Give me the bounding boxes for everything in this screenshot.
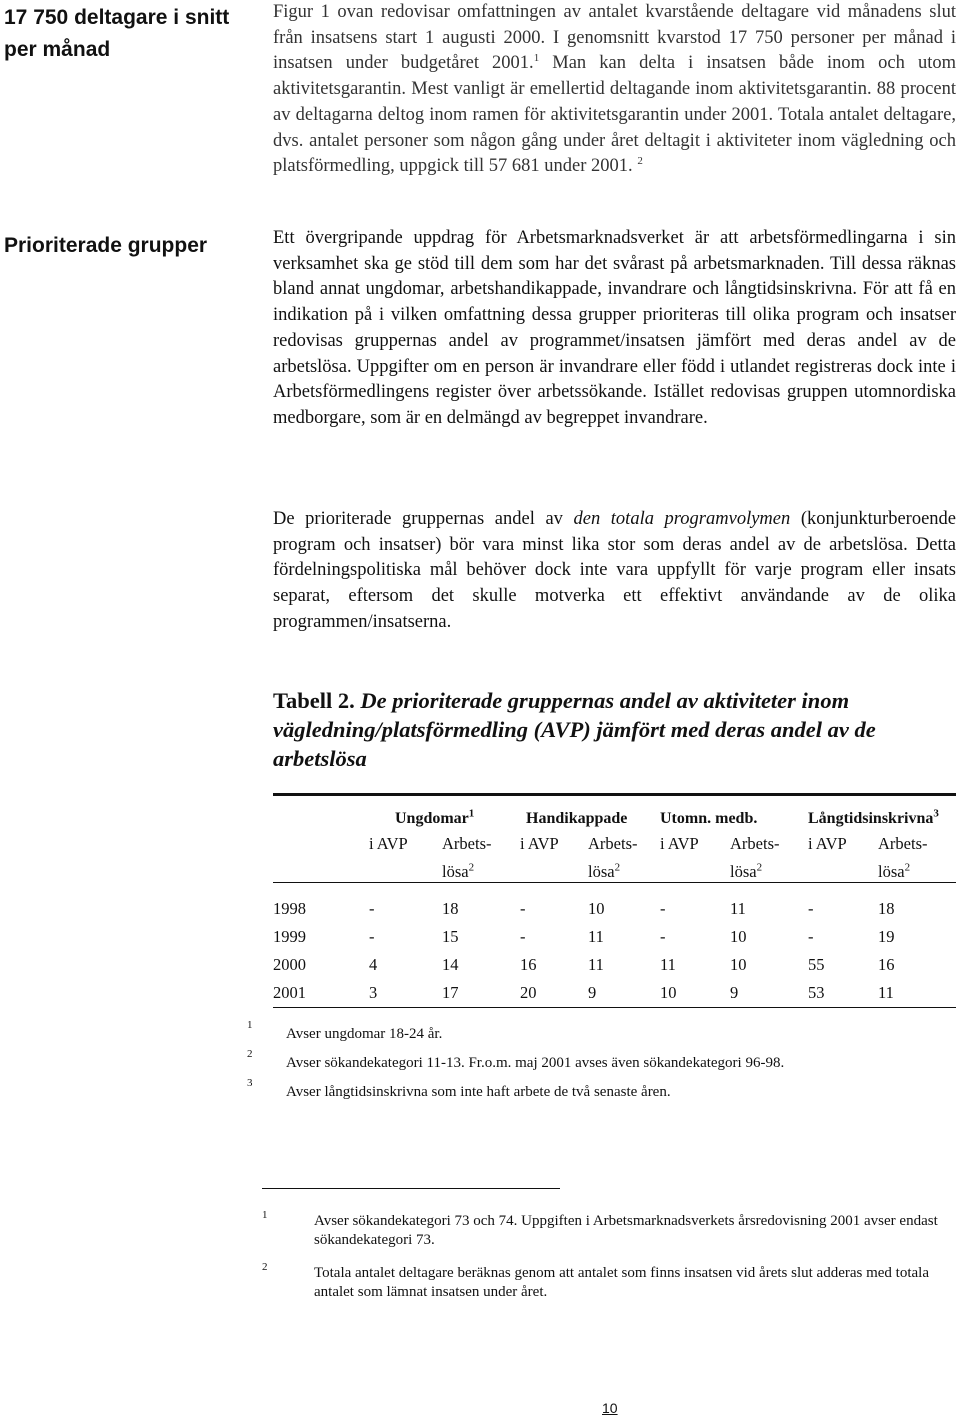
table-container — [273, 793, 956, 1008]
table-cell: - — [369, 899, 375, 918]
table-title: De prioriterade gruppernas andel av aktiviteter inom vägledning/platsförmedling (AVP) jämfört med deras andel av de arbetslösa — [273, 688, 876, 771]
note-text: Avser sökandekategori 11-13. Fr.o.m. maj 2001 avses även sökandekategori 96-98. — [286, 1055, 785, 1071]
table-cell: 10 — [588, 899, 605, 918]
subheader-unemployed: Arbets- — [878, 834, 928, 853]
table-cell: 20 — [520, 979, 588, 1008]
header-blank — [273, 796, 369, 828]
subheader-unemployed: Arbets- — [730, 834, 780, 853]
table-cell: 10 — [730, 955, 747, 974]
table-notes — [247, 1020, 957, 1107]
table-cell: 17 — [442, 979, 520, 1008]
group-header-long-term: Långtidsinskrivna$^3$ — [808, 807, 939, 827]
note-number: 1 — [247, 1019, 253, 1031]
note-text: Avser ungdomar 18-24 år. — [286, 1026, 443, 1042]
table-row — [273, 923, 956, 951]
footnote-text: Totala antalet deltagare beräknas genom att antalet som finns insatsen vid årets slut adderas med totala antalet som lämnat insatsen under året. — [314, 1265, 929, 1300]
table-row — [273, 979, 956, 1008]
table-cell: - — [369, 927, 375, 946]
subheader-avp: i AVP — [520, 834, 559, 853]
table-cell: 18 — [442, 899, 459, 918]
paragraph-text: Man kan delta i insatsen både inom och utom aktivitetsgarantin. Mest vanligt är emellertid deltagande inom aktivitetsgarantin. 88 procent av deltagarna deltog inom ramen för aktivitetsgarantin under 2001. Totala antalet deltagare, dvs. antalet personer som någon gång under året deltagit i aktiviteter inom vägledning och platsförmedling, uppgick till 57 681 under 2001. — [273, 53, 956, 177]
table-caption — [273, 686, 956, 773]
footnote-number: 2 — [262, 1261, 268, 1273]
table-cell: 10 — [730, 927, 747, 946]
table-cell: 14 — [442, 955, 459, 974]
table-subheader-row — [273, 828, 956, 854]
table-cell: 11 — [730, 899, 746, 918]
table-cell: 16 — [520, 955, 537, 974]
table-group-header-row — [273, 796, 956, 828]
table-cell: 19 — [878, 927, 895, 946]
paragraph-figure-summary — [273, 0, 956, 180]
table-header-rule — [273, 883, 956, 896]
group-header-youth: Ungdomar$^1$ — [395, 807, 475, 827]
table-cell: - — [520, 899, 526, 918]
emphasis-text: den totala programvolymen — [573, 509, 791, 529]
note-text: Avser långtidsinskrivna som inte haft arbete de två senaste åren. — [286, 1084, 671, 1100]
table-cell: 11 — [660, 955, 676, 974]
table-cell: 55 — [808, 955, 825, 974]
table-label: Tabell 2. — [273, 688, 355, 713]
table-subheader-row-2 — [273, 854, 956, 883]
footnote-ref: 2 — [637, 155, 643, 168]
paragraph-priority-groups: Ett övergripande uppdrag för Arbetsmarknadsverket är att arbetsförmedlingarna i sin verksamhet ska ge stöd till dem som har det svårast på arbetsmarknaden. Till dessa räknas bland annat ungdomar, arbetshandikappade, invandrare och långtidsinskrivna. För att få en indikation på i vilken omfattning dessa grupper prioriteras till olika program och insatser redovisas gruppernas andel av programmet/insatsen jämfört med deras andel av de arbetslösa. Uppgifter om en person är invandrare eller född i utlandet registreras dock inte i Arbetsförmedlingens register över arbetssökande. Istället redovisas gruppen utomnordiska medborgare, som är en delmängd av begreppet invandrare. — [273, 228, 956, 428]
table-cell: - — [520, 927, 526, 946]
table-cell: 9 — [730, 979, 808, 1008]
group-header-non-nordic: Utomn. medb. — [660, 810, 758, 827]
table-cell: 4 — [369, 955, 378, 974]
group-header-handicapped: Handikappade — [526, 810, 628, 827]
margin-heading-participants: 17 750 deltagare i snitt per månad — [4, 6, 230, 61]
paragraph-text: De prioriterade gruppernas andel av — [273, 509, 574, 529]
table-cell: 11 — [588, 927, 604, 946]
subheader-unemployed: Arbets- — [588, 834, 638, 853]
subheader-unemployed: Arbets- — [442, 834, 492, 853]
subheader-unemployed-cont: lösa$^2$ — [730, 861, 763, 881]
footnote-ref: 1 — [533, 52, 540, 65]
footnote-separator — [262, 1188, 560, 1189]
footnote-text: Avser sökandekategori 73 och 74. Uppgiften i Arbetsmarknadsverkets årsredovisning 2001 avser endast sökandekategori 73. — [314, 1213, 938, 1248]
subheader-unemployed-cont: lösa$^2$ — [588, 861, 621, 881]
paragraph-text: (konjunkturberoende program och insatser) bör vara minst lika stor som deras andel av de arbetslösa. Detta fördelningspolitiska mål behöver dock inte vara uppfyllt för varje program eller insats separat, eftersom det skulle motverka ett effektivt användande av de olika programmen/insatserna. — [273, 509, 956, 632]
margin-heading-priority-groups: Prioriterade grupper — [4, 234, 208, 257]
note-number: 2 — [247, 1048, 253, 1060]
table-cell: - — [660, 927, 666, 946]
table-cell: - — [808, 927, 814, 946]
table-row — [273, 951, 956, 979]
page-footnotes — [262, 1209, 956, 1316]
footnote-number: 1 — [262, 1209, 268, 1221]
table-row — [273, 895, 956, 923]
subheader-unemployed-cont: lösa$^2$ — [442, 861, 475, 881]
page-number: 10 — [602, 1400, 618, 1416]
priority-groups-table — [273, 796, 956, 1008]
table-cell: 16 — [878, 955, 895, 974]
table-cell: - — [808, 899, 814, 918]
table-cell: 10 — [660, 979, 730, 1008]
paragraph-distribution-goal — [273, 507, 956, 636]
table-cell: 18 — [878, 899, 895, 918]
table-cell: 15 — [442, 927, 459, 946]
table-note — [247, 1020, 957, 1049]
table-note — [247, 1078, 957, 1107]
row-year: 2000 — [273, 955, 306, 974]
note-number: 3 — [247, 1077, 253, 1089]
row-year: 2001 — [273, 979, 369, 1008]
subheader-avp: i AVP — [660, 834, 699, 853]
table-note — [247, 1049, 957, 1078]
footnote — [262, 1209, 956, 1250]
row-year: 1999 — [273, 927, 306, 946]
table-cell: 9 — [588, 979, 660, 1008]
table-cell: 11 — [878, 979, 956, 1008]
row-year: 1998 — [273, 899, 306, 918]
footnote — [262, 1261, 956, 1302]
table-cell: 3 — [369, 979, 442, 1008]
subheader-avp: i AVP — [369, 834, 408, 853]
table-cell: 53 — [808, 979, 878, 1008]
table-cell: - — [660, 899, 666, 918]
subheader-avp: i AVP — [808, 834, 847, 853]
paragraph-text: Figur 1 ovan redovisar omfattningen av antalet kvarstående deltagare vid månadens slut från insatsens start 1 augusti 2000. I genomsnitt kvarstod 17 750 personer per månad i insatsen under budgetåret 2001. — [273, 2, 956, 74]
subheader-unemployed-cont: lösa$^2$ — [878, 861, 911, 881]
table-cell: 11 — [588, 955, 604, 974]
